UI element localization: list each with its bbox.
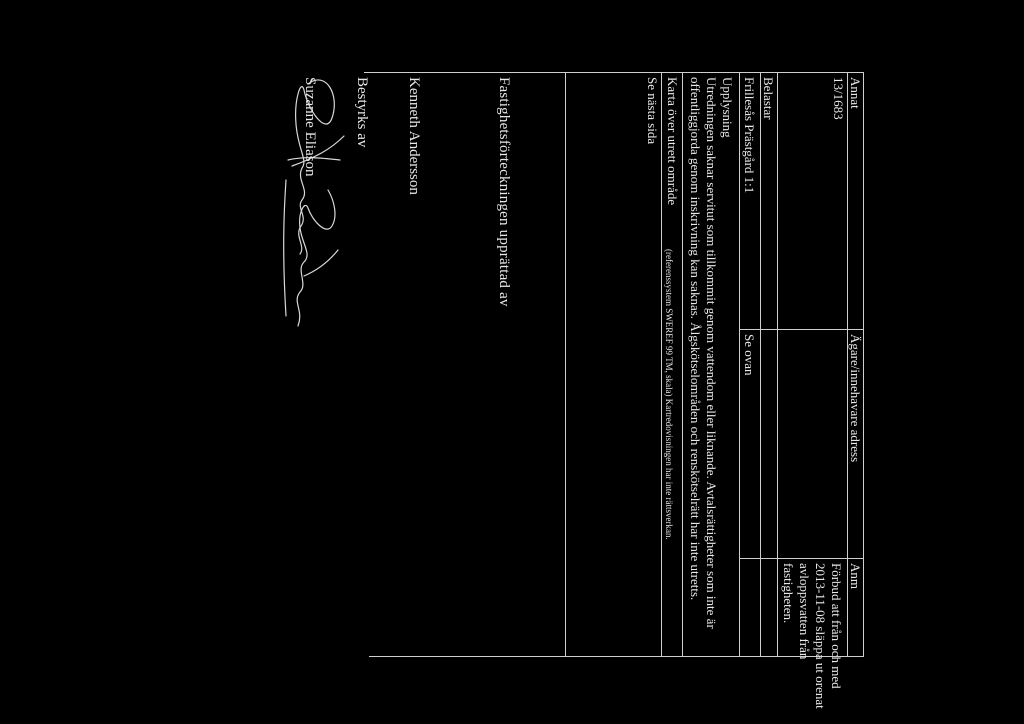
belastar-value: Frillesås Prästgård 1:1 — [742, 77, 757, 194]
signature-person-2: Suzanne Eliason — [302, 77, 318, 177]
upplysning-line-1: Utredningen saknar servitut som tillkommit genom vattendom eller liknande. Avtalsrättigheter som inte är — [704, 77, 719, 629]
header-annat: Annat — [848, 77, 863, 109]
header-agare: Ägare/innehavare adress — [848, 334, 863, 463]
belastar-header-divider — [760, 72, 761, 657]
table-left-border — [364, 72, 864, 73]
belastar-row-divider — [739, 72, 740, 657]
table-right-border — [369, 656, 864, 657]
signature-heading: Fastighetsförteckningen upprättad av — [496, 77, 512, 307]
row1-anm-line-3: avloppsvatten från — [797, 563, 812, 660]
se-ovan-text: Se ovan — [742, 334, 757, 376]
col-divider-2 — [740, 558, 864, 559]
table-bottom-border — [565, 72, 566, 657]
col-divider-1 — [740, 329, 864, 330]
signature-person-1: Kenneth Andersson — [406, 77, 422, 195]
row1-anm-line-2: 2013-11-08 släppa ut orenat — [813, 563, 828, 709]
bestyrks-av-label: Bestyrks av — [354, 77, 370, 148]
table-top-border — [863, 72, 864, 657]
karta-title: Karta över utrett område — [665, 77, 680, 206]
karta-note: (referenssystem SWEREF 99 TM, skala) Kartredovisningen har inte rättsverkan. — [664, 249, 674, 540]
upplysning-title: Upplysning — [720, 77, 735, 138]
row1-annat-value: 13/1683 — [831, 77, 846, 120]
row1-bottom-divider — [777, 72, 778, 657]
row1-anm-line-1: Förbud att från och med — [829, 563, 844, 689]
header-anm: Anm — [848, 563, 863, 589]
se-nasta-sida-text: Se nästa sida — [645, 77, 660, 145]
upplysning-bottom-divider — [682, 72, 683, 657]
belastar-label: Belastar — [761, 77, 776, 120]
row1-anm-line-4: fastigheten. — [781, 563, 796, 624]
upplysning-line-2: offentliggjorda genom inskrivning kan saknas. Ålgskötselområden och renskötselrätt har inte utretts. — [688, 77, 703, 601]
